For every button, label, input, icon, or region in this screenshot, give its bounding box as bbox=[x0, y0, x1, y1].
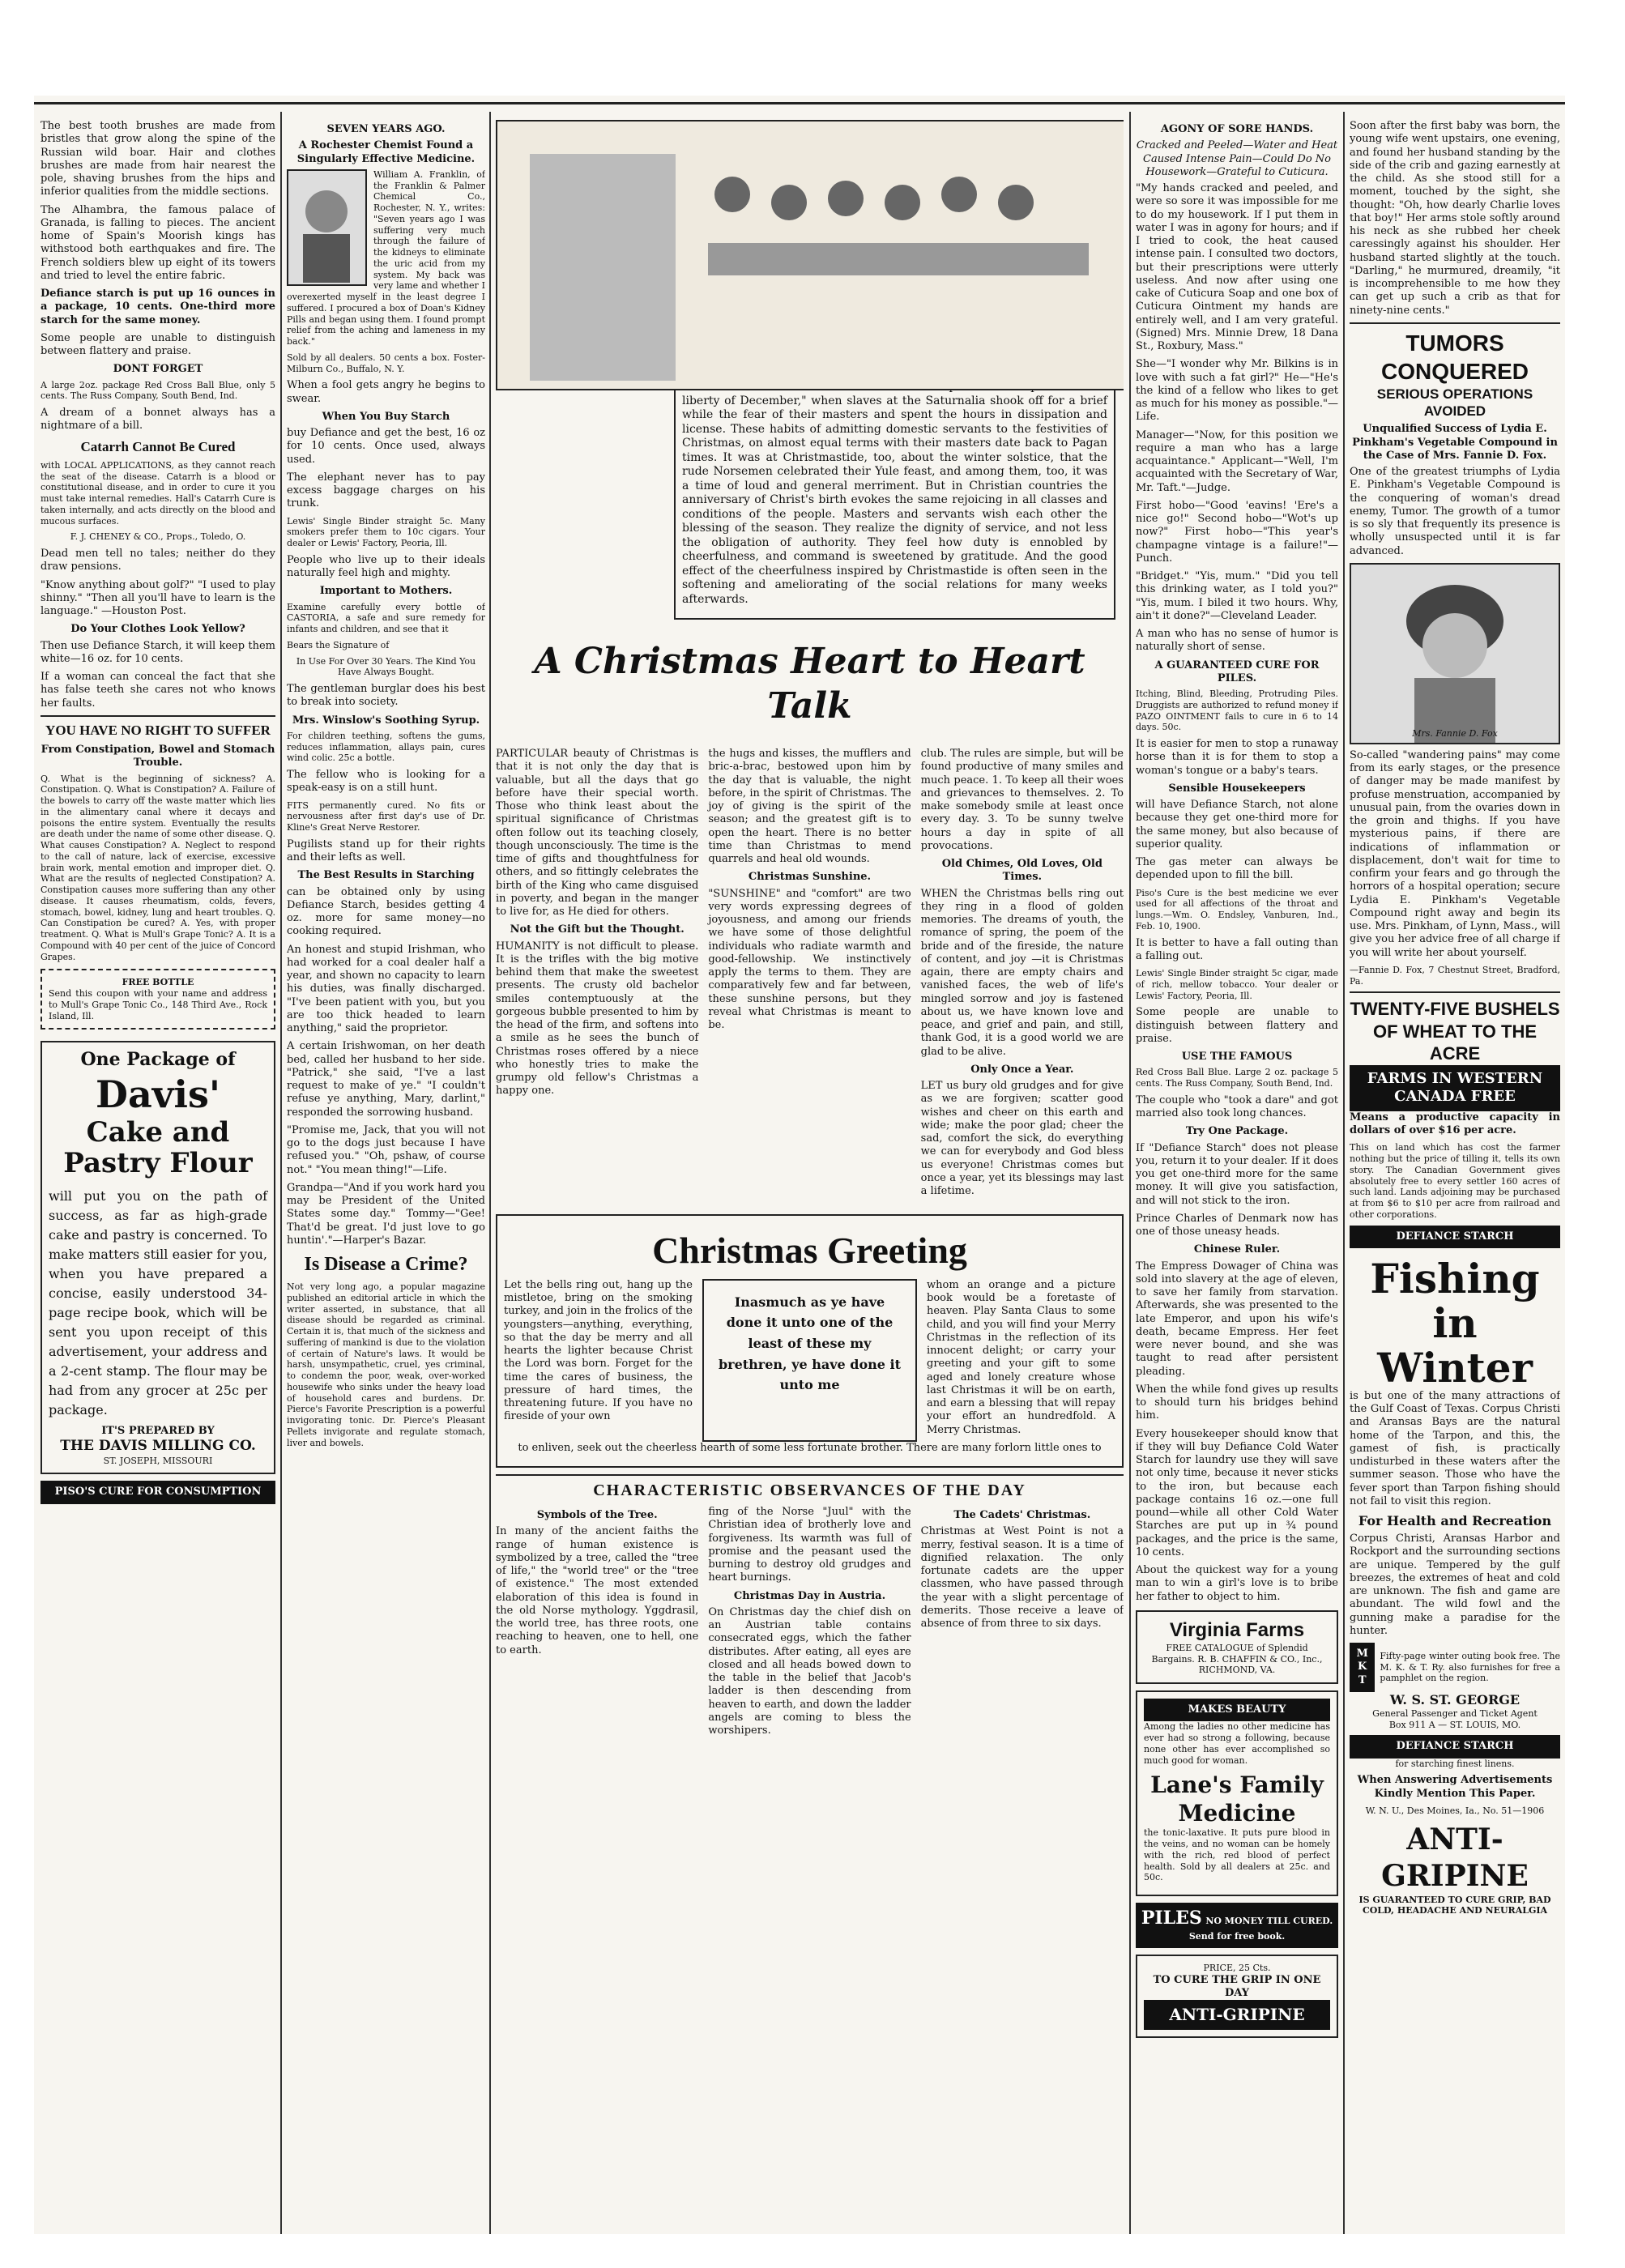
heart-col-2 bbox=[708, 748, 911, 1203]
feast-scene-icon bbox=[497, 122, 1124, 389]
suffer-subtitle: From Constipation, Bowel and Stomach Trouble. bbox=[41, 744, 275, 770]
grip-title: TO CURE THE GRIP IN ONE DAY bbox=[1153, 1973, 1321, 1999]
virginia-text: FREE CATALOGUE of Splendid Bargains. R. B. CHAFFIN & CO., Inc., RICHMOND, VA. bbox=[1151, 1642, 1323, 1676]
sense-text: A man who has no sense of humor is naturally short of sense. bbox=[1136, 628, 1338, 654]
greeting-verse: Inasmuch as ye have done it unto one of the least of these my brethren, ye have done it unto me bbox=[702, 1279, 917, 1442]
davis-name: Davis' bbox=[96, 1072, 220, 1116]
golf-text: "Know anything about golf?" "I used to play shinny." "Then all you'll have to learn is the language." —Houston Post. bbox=[41, 578, 275, 617]
grandpa-text: Grandpa—"And if you work hard you may be President of the United States some day." Tommy—"Gee! That'd be great. I'd just love to go huntin'."—Harper's Bazar. bbox=[287, 1181, 485, 1247]
catarrh-text: with LOCAL APPLICATIONS, as they cannot reach the seat of the disease. Catarrh is a blood or constitutional disease, and in order to cure it you must take internal remedies. Hall's Catarrh Cure is taken internally, and acts directly on the blood and mucous surfaces. bbox=[41, 459, 275, 526]
housekeepers-title: Sensible Housekeepers bbox=[1168, 782, 1306, 795]
free-bottle-title: FREE BOTTLE bbox=[122, 977, 194, 988]
famous-title: USE THE FAMOUS bbox=[1181, 1051, 1293, 1063]
heart-text-3: club. The rules are simple, but will be found productive of many smiles and much peace. 1. To keep all their woes and grievances to themselves. 2. To make somebody smile at least once every day. 3. To be sunny twelve hours a day in spite of all provocations. bbox=[920, 748, 1124, 852]
sunshine-text: "SUNSHINE" and "comfort" are two very words expressing degrees of joyousness, and among our friends we have some of those delightful individuals who radiate warmth and good-fellowship. We instinctively apply the terms to them. They are comparatively few and far between, these sunshine persons, but they reveal what Christmas is meant to be. bbox=[708, 887, 911, 1031]
ruler-text: The Empress Dowager of China was sold into slavery at the age of eleven, to save her family from starvation. Afterwards, she was presented to the late Emperor, and upon his wife's death, became Empress. Her feet were never bound, and she was taught to read after persistent pleading. bbox=[1136, 1260, 1338, 1378]
dead-men-text: Dead men tell no tales; neither do they draw pensions. bbox=[41, 548, 275, 573]
beauty-title: MAKES BEAUTY bbox=[1144, 1699, 1330, 1721]
results-text: can be obtained only by using Defiance Starch, besides getting 4 oz. more for same money—no cooking required. bbox=[287, 885, 485, 938]
defiance-ad: Defiance starch is put up 16 ounces in a package, 10 cents. One-third more starch for the same money. bbox=[41, 288, 275, 326]
agony-text: "My hands cracked and peeled, and were so sore it was impossible for me to do my housework. If I put them in water I was in agony for hours; and if I tried to cook, the heat caused intense pain. I consulted two doctors, but their prescriptions were utterly useless. And now after using one cake of Cuticura Soap and one box of Cuticura Ointment my hands are entirely well, and I am very grateful. (Signed) Mrs. Minnie Drew, 18 Dana St., Roxbury, Mass." bbox=[1136, 182, 1338, 352]
piles-text: NO MONEY TILL CURED. Send for free book. bbox=[1188, 1916, 1333, 1942]
wheat-ad: FARMS IN WESTERN CANADA FREE bbox=[1350, 1065, 1560, 1111]
greeting-right: whom an orange and a picture book would be a foretaste of heaven. Play Santa Claus to some child, and you will find your Merry Christmas in the reflection of its innocent delight; or carry your greeting and your gift to some aged and lonely creature whose last Christmas it will be on earth, and earn a blessing that will repay your effort an hundredfold. A Merry Christmas. bbox=[927, 1278, 1115, 1436]
gas-text: The gas meter can always be depended upon to fill the bill. bbox=[1136, 856, 1338, 882]
lane-title: Lane's Family Medicine bbox=[1150, 1771, 1324, 1827]
fox-portrait bbox=[1350, 563, 1560, 744]
once-title: Only Once a Year. bbox=[970, 1063, 1074, 1076]
fishing-title: Fishing in Winter bbox=[1370, 1254, 1540, 1392]
hand-text: When the while fond gives up results to should turn his bridges behind him. bbox=[1136, 1383, 1338, 1422]
center-feature bbox=[496, 120, 1124, 2226]
obs-col-2 bbox=[708, 1506, 911, 1742]
george-title: General Passenger and Ticket Agent bbox=[1372, 1707, 1538, 1719]
chemist-title: A Rochester Chemist Found a Singularly Effective Medicine. bbox=[296, 139, 476, 165]
merrymaking-illustration bbox=[496, 120, 1124, 390]
suffer-title: YOU HAVE NO RIGHT TO SUFFER bbox=[41, 715, 275, 739]
beauty-text: Among the ladies no other medicine has ever had so strong a following, because none other has ever accomplished so much good for woman. bbox=[1144, 1721, 1330, 1766]
prince-text: Prince Charles of Denmark now has one of those uneasy heads. bbox=[1136, 1212, 1338, 1238]
starch-title: When You Buy Starch bbox=[322, 410, 450, 423]
george-name: W. S. ST. GEORGE bbox=[1389, 1691, 1521, 1707]
couple-text: The couple who "took a dare" and got married also took long chances. bbox=[1136, 1094, 1338, 1119]
obs-cadets-text: Christmas at West Point is not a merry, festival season. It is a time of dignified relaxation. The only fortunate cadets are the upper classmen, who have passed through the year with a slight percentage of demerits. Those receive a leave of absence of from three to six days. bbox=[920, 1525, 1124, 1630]
davis-mill: THE DAVIS MILLING CO. bbox=[60, 1438, 256, 1455]
famous-text: Red Cross Ball Blue. Large 2 oz. package 5 cents. The Russ Company, South Bend, Ind. bbox=[1136, 1067, 1338, 1089]
column-divider-3 bbox=[1129, 112, 1131, 2234]
piles-cure-title: A GUARANTEED CURE FOR PILES. bbox=[1154, 659, 1320, 684]
chimes-title: Old Chimes, Old Loves, Old Times. bbox=[941, 858, 1103, 884]
catarrh-title: Catarrh Cannot Be Cured bbox=[80, 438, 236, 454]
heart-text-2: the hugs and kisses, the mufflers and bric-a-brac, bestowed upon him by the day that is valuable, the night before, in the spirit of Christmas. The joy of giving is the spirit of the season; and the greatest gift is to open the heart. There is no better time than Christmas to mend quarrels and heal old wounds. bbox=[708, 748, 911, 865]
wheat-text: This on land which has cost the farmer nothing but the price of tilling it, tells its own story. The Canadian Government gives absolutely free to every settler 160 acres of such land. Lands adjoining may be purchased at from $6 to $10 per acre from railroad and other corporations. bbox=[1350, 1142, 1560, 1220]
answer-text: When Answering Advertisements Kindly Mention This Paper. bbox=[1357, 1774, 1553, 1800]
run-text: It is easier for men to stop a runaway horse than it is for them to stop a woman's tongue or a baby's tears. bbox=[1136, 738, 1338, 777]
davis-city: ST. JOSEPH, MISSOURI bbox=[103, 1455, 213, 1466]
try-text: If "Defiance Starch" does not please you, return it to your dealer. If it does you get one-third more for the same money. It will give you satisfaction, and will not stick to the iron. bbox=[1136, 1141, 1338, 1207]
speakeasy-text: The fellow who is looking for a speak-easy is on a still hunt. bbox=[287, 769, 485, 795]
anti-gripine-title: ANTI-GRIPINE bbox=[1381, 1822, 1529, 1893]
lane-text: the tonic-laxative. It puts pure blood in the veins, and no woman can be homely with the rich, red blood of perfect health. Sold by all dealers at 25c. and 50c. bbox=[1144, 1827, 1330, 1883]
patrick-text: A certain Irishwoman, on her death bed, called her husband to her side. "Patrick," she said, "I've a last request to make of ye." "I couldn't refuse ye anything, Mary, darlint," responded the sorrowing husband. bbox=[287, 1040, 485, 1119]
defiance-bar-2-text: for starching finest linens. bbox=[1395, 1758, 1515, 1769]
davis-ad bbox=[41, 1041, 275, 1474]
people-text: People who live up to their ideals naturally feel high and mighty. bbox=[287, 553, 485, 579]
quickest-text: About the quickest way for a young man to win a girl's love is to bribe her father to object to him. bbox=[1136, 1564, 1338, 1603]
tumors-head: Unqualified Success of Lydia E. Pinkham's Vegetable Compound in the Case of Mrs. Fannie D. Fox. bbox=[1352, 423, 1558, 462]
clothes-text: Then use Defiance Starch, it will keep them white—16 oz. for 10 cents. bbox=[41, 639, 275, 665]
dont-forget-text: A large 2oz. package Red Cross Ball Blue, only 5 cents. The Russ Company, South Bend, Ind. bbox=[41, 379, 275, 402]
agony-subtitle: Cracked and Peeled—Water and Heat Caused Intense Pain—Could Do No Housework—Grateful to Cuticura. bbox=[1136, 139, 1338, 178]
greeting-left: Let the bells ring out, hang up the mistletoe, bring on the smoking turkey, and join in the frolics of the youngsters—anything, everything, so that the day be merry and all hearts the lighter because Christ the Lord was born. Forget for the time the cares of business, the pressure of hard times, the threatening future. If you have no fireside of your own bbox=[504, 1278, 693, 1423]
burglar-text: The gentleman burglar does his best to break into society. bbox=[287, 683, 485, 709]
bilkins-text: She—"I wonder why Mr. Bilkins is in love with such a fat girl?" He—"He's the kind of a fellow who likes to get as much for his money as possible."—Life. bbox=[1136, 358, 1338, 424]
obs-col-3 bbox=[921, 1506, 1124, 1742]
mkt-ad bbox=[1350, 1643, 1560, 1692]
wnu-text: W. N. U., Des Moines, Ia., No. 51—1906 bbox=[1365, 1805, 1545, 1816]
obs-cadets-title: The Cadets' Christmas. bbox=[953, 1509, 1091, 1521]
ruler-title: Chinese Ruler. bbox=[1193, 1243, 1281, 1256]
fishing-text: is but one of the many attractions of the Gulf Coast of Texas. Corpus Christi and Aransas Bays are the natural home of the Tarpon, and this, the gamest of fish, is practically undisturbed in these waters after the summer season. Those who have the fever sport than Tarpon fishing should not fail to visit this region. bbox=[1350, 1389, 1560, 1507]
chimes-text: WHEN the Christmas bells ring out they ring in a flood of golden memories. The dreams of youth, the romance of spring, the poem of the bride and of the fireside, the nature of content, and joy —it is Christmas again, there are empty chairs and vanished faces, the web of life's mingled sorrow and joy is fastened about us, we have known love and peace, and grief and pain, and still, thank God, it is a good world we are glad to be alive. bbox=[920, 887, 1124, 1058]
obs-col-1 bbox=[496, 1506, 698, 1742]
manager-text: Manager—"Now, for this position we require a man who has a large acquaintance." Applicant—"Well, I'm acquainted with the Secretary of War, Mr. Taft."—Judge. bbox=[1136, 428, 1338, 494]
tumors-subtitle: SERIOUS OPERATIONS AVOIDED bbox=[1376, 386, 1533, 419]
mkt-logo: M K T bbox=[1350, 1643, 1375, 1692]
column-1 bbox=[41, 120, 275, 2226]
binder-text-2: Lewis' Single Binder straight 5c cigar, made of rich, mellow tobacco. Your dealer or Lewis' Factory, Peoria, Ill. bbox=[1136, 968, 1338, 1001]
observances-title: CHARACTERISTIC OBSERVANCES OF THE DAY bbox=[496, 1474, 1124, 1501]
starch-text: buy Defiance and get the best, 16 oz for 10 cents. Once used, always used. bbox=[287, 427, 485, 466]
fox-caption: Mrs. Fannie D. Fox bbox=[1412, 728, 1498, 739]
davis-name-2: Cake and Pastry Flour bbox=[63, 1116, 253, 1179]
heart-text-1: PARTICULAR beauty of Christmas is that it is not only the day that is valuable, but all the days that go before have their special worth. Those who think least about the spiritual significance of Christmas often follow out its teaching closely, though unconsciously. The time is the time of gifts and thoughtfulness for others, and so fittingly celebrates the birth of the King who came disguised in poverty, and began in the manger to live for, as He died for others. bbox=[496, 748, 699, 918]
piso-ad: PISO'S CURE FOR CONSUMPTION bbox=[41, 1481, 275, 1503]
results-title: The Best Results in Starching bbox=[297, 869, 475, 882]
tumors-text: One of the greatest triumphs of Lydia E. Pinkham's Vegetable Compound is the conquering of woman's dread enemy, Tumor. The growth of a tumor is so sly that frequently its presence is wholly unsuspected until it is far advanced. bbox=[1350, 466, 1560, 557]
virginia-title: Virginia Farms bbox=[1169, 1618, 1305, 1641]
obs-tree-text: In many of the ancient faiths the range of human existence is symbolized by a tree, called the "tree of life," the "world tree" or the "tree of existence." The most extended elaboration of this idea is found in the old Norse mythology. Yggdrasil, the world tree, has three roots, one reaching to heaven, one to hell, one to earth. bbox=[496, 1525, 699, 1656]
try-title: Try One Package. bbox=[1185, 1125, 1289, 1138]
jack-text: "Promise me, Jack, that you will not go to the dogs just because I have refused you." "Oh, pshaw, of course not." "You mean thing!"—Life. bbox=[287, 1123, 485, 1176]
hobo-text: First hobo—"Good 'eavins! 'Ere's a nice go!" Second hobo—"Wot's up now?" First hobo—"This year's champagne vintage is a failure!"—Punch. bbox=[1136, 499, 1338, 565]
newspaper-page bbox=[34, 96, 1565, 2234]
gift-title: Not the Gift but the Thought. bbox=[510, 923, 685, 936]
george-city: Box 911 A — ST. LOUIS, MO. bbox=[1388, 1719, 1521, 1730]
obs-austria-text: On Christmas day the chief dish on an Austrian table contains consecrated eggs, which the father distributes. After eating, all eyes are closed and all heads bowed down to the table in the belief that Jacob's ladder is then descending from heaven to earth, and down the ladder angels are coming to bless the worshipers. bbox=[708, 1605, 911, 1737]
heart-talk-title: A Christmas Heart to Heart Talk bbox=[534, 641, 1085, 727]
fits-text: FITS permanently cured. No fits or nervousness after first day's use of Dr. Kline's Great Nerve Restorer. bbox=[287, 799, 485, 833]
davis-by: IT'S PREPARED BY bbox=[101, 1425, 215, 1438]
sunshine-title: Christmas Sunshine. bbox=[748, 871, 872, 884]
obs-austria-title: Christmas Day in Austria. bbox=[733, 1589, 886, 1602]
irishman-text: An honest and stupid Irishman, who had worked for a coal dealer half a year, and shown no capacity to learn his duties, was finally discharged. "I've been patient with you, but you are too thick headed to learn anything," said the proprietor. bbox=[287, 943, 485, 1034]
bridget-text: "Bridget." "Yis, mum." "Did you tell this drinking water, as I told you?" "Yis, mum. I biled it two hours. Why, ain't it done?"—Cleveland Leader. bbox=[1136, 570, 1338, 622]
franklin-portrait bbox=[287, 169, 367, 286]
health-text: Corpus Christi, Aransas Harbor and Rockport and the surrounding sections are unique. Tempered by the gulf breezes, the extremes of heat and cold are unknown. The fish and game are abundant. The wild fowl and the gunning make a paradise for the hunter. bbox=[1350, 1533, 1560, 1637]
binder-text: Lewis' Single Binder straight 5c. Many smokers prefer them to 10c cigars. Your dealer or Lewis' Factory, Peoria, Ill. bbox=[287, 515, 485, 548]
lane-ad bbox=[1136, 1690, 1338, 1896]
woman-text: If a woman can conceal the fact that she has false teeth she cares not who knows her faults. bbox=[41, 671, 275, 710]
column-4 bbox=[1136, 120, 1338, 2226]
agony-title: AGONY OF SORE HANDS. bbox=[1160, 123, 1314, 135]
portrait-icon bbox=[288, 171, 365, 284]
heart-talk-body bbox=[496, 748, 1124, 1203]
greeting-box bbox=[496, 1214, 1124, 1468]
suffer-text: Q. What is the beginning of sickness? A. Constipation. Q. What is Constipation? A. Failure of the bowels to carry off the waste matter which lies in the alimentary canal where it decays and poisons the entire system. Eventually the results are death under the name of some other disease. Q. What causes Constipation? A. Neglect to respond to the call of nature, lack of exercise, excessive brain work, mental emotion and improper diet. Q. What are the results of neglected Constipation? A. Constipation causes more suffering than any other disease. It causes rheumatism, colds, fevers, stomach, bowel, kidney, lung and heart troubles. Q. Can Constipation be cured? A. Yes, with proper treatment. Q. What is Mull's Grape Tonic? A. It is a Compound with 40 per cent of the juice of Concord Grapes. bbox=[41, 773, 275, 962]
piles-cure-text: Itching, Blind, Bleeding, Protruding Piles. Druggists are authorized to refund money if PAZO OINTMENT fails to cure in 6 to 14 days. 50c. bbox=[1136, 688, 1338, 733]
foster-text: Sold by all dealers. 50 cents a box. Foster-Milburn Co., Buffalo, N. Y. bbox=[287, 352, 485, 374]
virginia-ad bbox=[1136, 1610, 1338, 1684]
tumors-title: TUMORS CONQUERED bbox=[1350, 322, 1560, 386]
after-text: Soon after the first baby was born, the young wife went upstairs, one evening, and found her husband standing by the side of the crib and gazing earnestly at the child. As she stood still for a moment, touched by the sight, she thought: "Oh, how dearly Charlie loves that boy!" Her arms stole softly around his neck as she rubbed her cheek caressingly against his shoulder. Her husband started slightly at the touch. "Darling," he murmured, dreamily, "it is incomprehensible to me how they can get up such a crib as that for ninety-nine cents." bbox=[1350, 120, 1560, 317]
tumors-text-2: So-called "wandering pains" may come from its early stages, or the presence of danger may be made manifest by profuse menstruation, accompanied by unusual pain, from the ovaries down in the groin and thighs. If you have mysterious pains, if there are indications of inflammation or displacement, don't wait for time to confirm your fears and go through the horrors of a hospital operation; secure Lydia E. Pinkham's Vegetable Compound right away and begin its use. Mrs. Pinkham, of Lynn, Mass., will give you her advice free of all charge if you will write her about yourself. bbox=[1350, 748, 1560, 959]
column-divider-1 bbox=[280, 112, 282, 2234]
better-text: It is better to have a fall outing than a falling out. bbox=[1136, 936, 1338, 962]
mothers-text: Examine carefully every bottle of CASTORIA, a safe and sure remedy for infants and children, and see that it bbox=[287, 601, 485, 634]
column-2 bbox=[287, 120, 485, 2226]
defiance-bar-2: DEFIANCE STARCH bbox=[1350, 1735, 1560, 1758]
woman-portrait-icon bbox=[1351, 565, 1559, 743]
free-bottle-text: Send this coupon with your name and address to Mull's Grape Tonic Co., 148 Third Ave., Rock Island, Ill. bbox=[49, 988, 267, 1021]
observances-body bbox=[496, 1506, 1124, 1742]
greeting-middle: to enliven, seek out the cheerless hearth of some less fortunate brother. There are many forlorn little ones to bbox=[518, 1441, 1102, 1454]
piso-testimonial: Piso's Cure is the best medicine we ever used for all affections of the throat and lungs.—Wm. O. Endsley, Vanburen, Ind., Feb. 10, 1900. bbox=[1136, 887, 1338, 932]
greeting-title: Christmas Greeting bbox=[652, 1230, 967, 1272]
davis-head: One Package of bbox=[80, 1049, 236, 1071]
winslow-text: For children teething, softens the gums, reduces inflammation, allays pain, cures wind colic. 25c a bottle. bbox=[287, 730, 485, 764]
piles-title: PILES bbox=[1141, 1908, 1202, 1929]
defiance-bar: DEFIANCE STARCH bbox=[1350, 1226, 1560, 1248]
column-5 bbox=[1350, 120, 1560, 2226]
greeting-body bbox=[504, 1279, 1115, 1442]
davis-text: will put you on the path of success, as far as high-grade cake and pastry is concerned. To make matters still easier for you, when you have prepared a concise, easily understood 34-page recipe book, which will be sent you upon receipt of this advertisement, your address and a 2-cent stamp. The flour may be had from any grocer at 25c per package. bbox=[49, 1188, 267, 1418]
mothers-signature: Bears the Signature of bbox=[287, 639, 390, 650]
fool-text: When a fool gets angry he begins to swear. bbox=[287, 379, 485, 405]
column-divider-2 bbox=[489, 112, 491, 2234]
anti-gripine-text: IS GUARANTEED TO CURE GRIP, BAD COLD, HEADACHE AND NEURALGIA bbox=[1358, 1894, 1551, 1916]
free-bottle-coupon bbox=[41, 969, 275, 1030]
obs-yule-text: fing of the Norse "Juul" with the Christian idea of brotherly love and forgiveness. Its warmth was full of promise and the peasant used the burning to destroy old grudges and heart burnings. bbox=[708, 1506, 911, 1584]
praise-text: Some people are unable to distinguish between flattery and praise. bbox=[1136, 1006, 1338, 1045]
once-text: LET us bury old grudges and for give as we are forgiven; scatter good wishes and cheer on this earth and wide; make the poor glad; cheer the sad, comfort the sick, do everything we can for everybody and God bless us everyone! Christmas comes but once a year, yet its blessings may last a lifetime. bbox=[920, 1080, 1124, 1197]
wheat-means: Means a productive capacity in dollars of over $16 per acre. bbox=[1350, 1111, 1560, 1136]
clothes-title: Do Your Clothes Look Yellow? bbox=[70, 623, 245, 636]
winslow-title: Mrs. Winslow's Soothing Syrup. bbox=[292, 714, 480, 727]
piles-ad bbox=[1136, 1903, 1338, 1948]
grip-name: ANTI-GRIPINE bbox=[1144, 2000, 1330, 2030]
intro-text: The best tooth brushes are made from bristles that grow along the spine of the Russian wild boar. Hair and clothes brushes are made from hair nearest the pole, shaving brushes from the hips and inferior qualities from the middle sections. bbox=[41, 120, 275, 198]
column-divider-4 bbox=[1343, 112, 1345, 2234]
dont-forget-title: DONT FORGET bbox=[113, 363, 203, 376]
housekeepers-text: will have Defiance Starch, not alone because they get one-third more for the same money, but also because of superior quality. bbox=[1136, 799, 1338, 850]
grip-ad bbox=[1136, 1955, 1338, 2038]
health-title: For Health and Recreation bbox=[1358, 1513, 1552, 1528]
heart-col-1 bbox=[496, 748, 698, 1203]
housekeeper-long: Every housekeeper should know that if they will buy Defiance Cold Water Starch for laundry use they will save not only time, because it never sticks to the iron, but because each package contains 16 oz.—one full pound—while all other Cold Water Starches are put up in ¾ pound packages, and the price is the same, 10 cents. bbox=[1136, 1427, 1338, 1558]
gift-text: HUMANITY is not difficult to please. It is the trifles with the big motive behind them that make the sweetest presents. The crusty old bachelor smiles contemptuously at the gorgeous bubble presented to him by the head of the firm, and softens into a smile as he sees the bunch of Christmas roses offered by a niece who honestly tries to make the grumpy old fellow's Christmas a happy one. bbox=[496, 940, 699, 1098]
elephant-text: The elephant never has to pay excess baggage charges on his trunk. bbox=[287, 471, 485, 510]
alhambra-text: The Alhambra, the famous palace of Granada, is falling to pieces. The ancient home of Spain's Moorish kings has withstood both earthquakes and fire. The French soldiers blew up eight of its towers and tried to level the entire fabric. bbox=[41, 203, 275, 282]
grip-price: PRICE, 25 Cts. bbox=[1203, 1962, 1271, 1973]
flattery-text: Some people are unable to distinguish between flattery and praise. bbox=[41, 331, 275, 357]
seven-years-title: SEVEN YEARS AGO. bbox=[326, 123, 446, 135]
top-rule bbox=[34, 102, 1565, 104]
fox-signature: —Fannie D. Fox, 7 Chestnut Street, Bradford, Pa. bbox=[1350, 964, 1560, 987]
pugilists-text: Pugilists stand up for their rights and their lefts as well. bbox=[287, 838, 485, 863]
heart-col-3 bbox=[921, 748, 1124, 1203]
chemist-text: William A. Franklin, of the Franklin & Palmer Chemical Co., Rochester, N. Y., writes: "Seven years ago I was suffering very much through the failure of the kidneys to eliminate the uric acid from my system. My back was very lame and whether I overexerted myself in the least degree I suffered. I procured a box of Doan's Kidney Pills and began using them. I found prompt relief from the aching and lameness in my back." bbox=[287, 168, 485, 347]
merrymaking-text: liberty of December," when slaves at the Saturnalia shook off for a brief while the fear of their masters and spent the hours in dissipation and license. These habits of admitting domestic servants to the festivities of Christmas, on almost equal terms with their masters date back to Pagan times. It was at Christmastide, too, about the winter solstice, that the rude Norsemen celebrated their Yule feast, and among them, too, it was a time of loud and general merriment. But in Christian countries the anniversary of Christ's birth evokes the same rejoicing in all classes and conditions of the people. Masters and servants wish each other the blessing of the season. They realize the dignity of service, and not less the obligation of authority. They feel how duty is ennobled by cheerfulness, and command is sweetened by gratitude. And the good effect of the cheerfulness inspired by Christmastide is often seen in the softening and ameliorating of the social relations for many weeks afterwards. bbox=[682, 394, 1107, 606]
bonnet-text: A dream of a bonnet always has a nightmare of a bill. bbox=[41, 407, 275, 433]
crime-title: Is Disease a Crime? bbox=[304, 1254, 468, 1275]
mothers-use: In Use For Over 30 Years. The Kind You Have Always Bought. bbox=[296, 655, 476, 678]
obs-tree-title: Symbols of the Tree. bbox=[536, 1509, 658, 1521]
catarrh-sign: F. J. CHENEY & CO., Props., Toledo, O. bbox=[70, 531, 246, 543]
wheat-title: TWENTY-FIVE BUSHELS OF WHEAT TO THE ACRE bbox=[1350, 991, 1560, 1065]
crime-text: Not very long ago, a popular magazine published an editorial article in which the writer asserted, in substance, that all disease should be regarded as criminal. Certain it is, that much of the sickness and suffering of mankind is due to the violation of certain of Nature's laws. It would be harsh, unsympathetic, cruel, yes criminal, to condemn the poor, weak, over-worked housewife who sinks under the heavy load of household cares and burdens. Dr. Pierce's Favorite Prescription is a powerful invigorating tonic. Dr. Pierce's Pleasant Pellets invigorate and regulate stomach, liver and bowels. bbox=[287, 1281, 485, 1448]
mothers-title: Important to Mothers. bbox=[319, 585, 453, 598]
mkt-text: Fifty-page winter outing book free. The M. K. & T. Ry. also furnishes for free a pamphlet on the region. bbox=[1380, 1650, 1560, 1684]
